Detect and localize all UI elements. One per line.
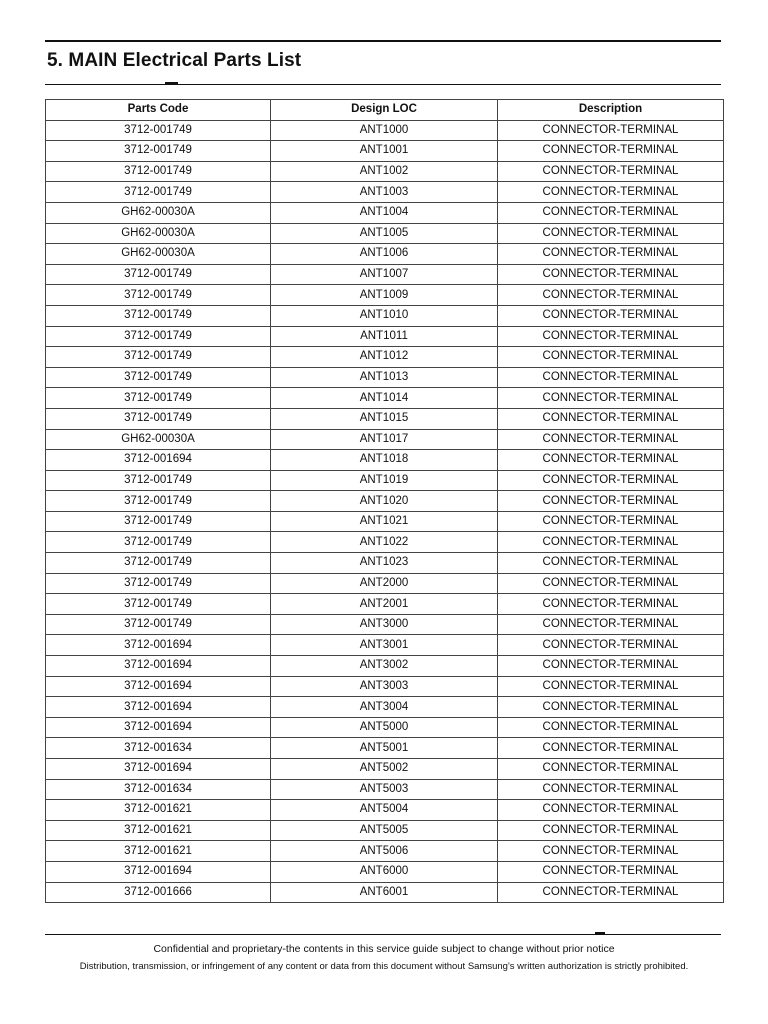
cell-design-loc: ANT1022	[271, 532, 498, 553]
table-row	[46, 614, 724, 635]
cell-description: CONNECTOR-TERMINAL	[498, 861, 724, 882]
table-row	[46, 800, 724, 821]
parts-table	[45, 99, 724, 903]
cell-design-loc: ANT2001	[271, 594, 498, 615]
cell-description: CONNECTOR-TERMINAL	[498, 470, 724, 491]
cell-design-loc: ANT1001	[271, 141, 498, 162]
title-rule-accent	[165, 82, 178, 85]
cell-design-loc: ANT1015	[271, 408, 498, 429]
cell-parts-code: 3712-001694	[46, 635, 271, 656]
table-row	[46, 470, 724, 491]
cell-description: CONNECTOR-TERMINAL	[498, 676, 724, 697]
cell-design-loc: ANT2000	[271, 573, 498, 594]
cell-design-loc: ANT1017	[271, 429, 498, 450]
cell-description: CONNECTOR-TERMINAL	[498, 491, 724, 512]
cell-parts-code: 3712-001749	[46, 594, 271, 615]
cell-parts-code: 3712-001694	[46, 759, 271, 780]
cell-description: CONNECTOR-TERMINAL	[498, 759, 724, 780]
footer-rule	[45, 934, 721, 935]
footer-confidential-notice: Confidential and proprietary-the contents in this service guide subject to change without prior notice	[153, 943, 615, 955]
cell-design-loc: ANT1009	[271, 285, 498, 306]
cell-description: CONNECTOR-TERMINAL	[498, 532, 724, 553]
table-row	[46, 367, 724, 388]
cell-parts-code: 3712-001749	[46, 326, 271, 347]
cell-parts-code: GH62-00030A	[46, 202, 271, 223]
cell-description: CONNECTOR-TERMINAL	[498, 553, 724, 574]
table-body	[46, 120, 724, 903]
cell-description: CONNECTOR-TERMINAL	[498, 223, 724, 244]
cell-parts-code: 3712-001749	[46, 511, 271, 532]
cell-design-loc: ANT1020	[271, 491, 498, 512]
cell-parts-code: 3712-001634	[46, 738, 271, 759]
cell-parts-code: 3712-001621	[46, 841, 271, 862]
table-row	[46, 738, 724, 759]
cell-description: CONNECTOR-TERMINAL	[498, 305, 724, 326]
cell-design-loc: ANT3002	[271, 656, 498, 677]
cell-description: CONNECTOR-TERMINAL	[498, 511, 724, 532]
cell-description: CONNECTOR-TERMINAL	[498, 841, 724, 862]
table-row	[46, 779, 724, 800]
cell-parts-code: 3712-001694	[46, 656, 271, 677]
table-row	[46, 182, 724, 203]
cell-description: CONNECTOR-TERMINAL	[498, 388, 724, 409]
cell-description: CONNECTOR-TERMINAL	[498, 326, 724, 347]
cell-parts-code: 3712-001621	[46, 800, 271, 821]
cell-design-loc: ANT1005	[271, 223, 498, 244]
cell-description: CONNECTOR-TERMINAL	[498, 141, 724, 162]
cell-description: CONNECTOR-TERMINAL	[498, 779, 724, 800]
cell-description: CONNECTOR-TERMINAL	[498, 717, 724, 738]
cell-design-loc: ANT1003	[271, 182, 498, 203]
table-row	[46, 717, 724, 738]
cell-design-loc: ANT5001	[271, 738, 498, 759]
title-rule	[45, 84, 721, 85]
table-row	[46, 861, 724, 882]
cell-design-loc: ANT3000	[271, 614, 498, 635]
table-row	[46, 491, 724, 512]
table-row	[46, 635, 724, 656]
cell-parts-code: 3712-001749	[46, 120, 271, 141]
table-row	[46, 841, 724, 862]
table-header-row	[46, 100, 724, 121]
cell-parts-code: 3712-001749	[46, 532, 271, 553]
table-row	[46, 553, 724, 574]
cell-parts-code: 3712-001749	[46, 182, 271, 203]
table-row	[46, 450, 724, 471]
cell-description: CONNECTOR-TERMINAL	[498, 120, 724, 141]
table-row	[46, 511, 724, 532]
cell-design-loc: ANT6001	[271, 882, 498, 903]
table-row	[46, 573, 724, 594]
cell-description: CONNECTOR-TERMINAL	[498, 161, 724, 182]
cell-description: CONNECTOR-TERMINAL	[498, 882, 724, 903]
cell-parts-code: 3712-001749	[46, 573, 271, 594]
cell-design-loc: ANT5006	[271, 841, 498, 862]
footer-distribution-notice: Distribution, transmission, or infringement of any content or data from this document without Samsung's written authorization is strictly prohibited.	[79, 961, 689, 972]
table-row	[46, 305, 724, 326]
cell-description: CONNECTOR-TERMINAL	[498, 450, 724, 471]
cell-design-loc: ANT1014	[271, 388, 498, 409]
table-row	[46, 326, 724, 347]
cell-parts-code: 3712-001749	[46, 388, 271, 409]
cell-parts-code: GH62-00030A	[46, 429, 271, 450]
cell-parts-code: 3712-001634	[46, 779, 271, 800]
page-title: 5. MAIN Electrical Parts List	[47, 50, 302, 71]
table-row	[46, 408, 724, 429]
cell-description: CONNECTOR-TERMINAL	[498, 656, 724, 677]
cell-description: CONNECTOR-TERMINAL	[498, 573, 724, 594]
cell-description: CONNECTOR-TERMINAL	[498, 738, 724, 759]
table-row	[46, 429, 724, 450]
table-row	[46, 697, 724, 718]
cell-design-loc: ANT1023	[271, 553, 498, 574]
cell-parts-code: 3712-001749	[46, 553, 271, 574]
header-parts-code: Parts Code	[46, 100, 271, 121]
cell-design-loc: ANT5005	[271, 820, 498, 841]
table-row	[46, 285, 724, 306]
cell-design-loc: ANT1011	[271, 326, 498, 347]
cell-description: CONNECTOR-TERMINAL	[498, 614, 724, 635]
cell-design-loc: ANT5002	[271, 759, 498, 780]
table-row	[46, 244, 724, 265]
cell-parts-code: 3712-001749	[46, 285, 271, 306]
cell-design-loc: ANT3001	[271, 635, 498, 656]
cell-parts-code: 3712-001749	[46, 347, 271, 368]
cell-parts-code: 3712-001694	[46, 861, 271, 882]
cell-design-loc: ANT1013	[271, 367, 498, 388]
header-description: Description	[498, 100, 724, 121]
cell-description: CONNECTOR-TERMINAL	[498, 594, 724, 615]
cell-parts-code: GH62-00030A	[46, 223, 271, 244]
cell-parts-code: 3712-001749	[46, 367, 271, 388]
cell-parts-code: 3712-001749	[46, 470, 271, 491]
cell-description: CONNECTOR-TERMINAL	[498, 285, 724, 306]
cell-design-loc: ANT1004	[271, 202, 498, 223]
cell-design-loc: ANT1002	[271, 161, 498, 182]
cell-design-loc: ANT1021	[271, 511, 498, 532]
cell-description: CONNECTOR-TERMINAL	[498, 244, 724, 265]
cell-parts-code: 3712-001666	[46, 882, 271, 903]
cell-parts-code: GH62-00030A	[46, 244, 271, 265]
cell-design-loc: ANT1000	[271, 120, 498, 141]
cell-description: CONNECTOR-TERMINAL	[498, 367, 724, 388]
cell-design-loc: ANT3003	[271, 676, 498, 697]
table-row	[46, 264, 724, 285]
cell-description: CONNECTOR-TERMINAL	[498, 635, 724, 656]
table-row	[46, 759, 724, 780]
cell-design-loc: ANT1007	[271, 264, 498, 285]
cell-design-loc: ANT5003	[271, 779, 498, 800]
cell-description: CONNECTOR-TERMINAL	[498, 697, 724, 718]
cell-design-loc: ANT1006	[271, 244, 498, 265]
cell-design-loc: ANT5000	[271, 717, 498, 738]
cell-description: CONNECTOR-TERMINAL	[498, 202, 724, 223]
cell-parts-code: 3712-001694	[46, 676, 271, 697]
cell-design-loc: ANT1010	[271, 305, 498, 326]
table-row	[46, 223, 724, 244]
cell-description: CONNECTOR-TERMINAL	[498, 182, 724, 203]
cell-description: CONNECTOR-TERMINAL	[498, 408, 724, 429]
table-row	[46, 656, 724, 677]
cell-design-loc: ANT5004	[271, 800, 498, 821]
footer-rule-accent	[595, 932, 605, 935]
cell-parts-code: 3712-001694	[46, 697, 271, 718]
cell-parts-code: 3712-001621	[46, 820, 271, 841]
cell-parts-code: 3712-001749	[46, 264, 271, 285]
cell-design-loc: ANT1018	[271, 450, 498, 471]
cell-design-loc: ANT1019	[271, 470, 498, 491]
cell-description: CONNECTOR-TERMINAL	[498, 264, 724, 285]
cell-description: CONNECTOR-TERMINAL	[498, 800, 724, 821]
cell-parts-code: 3712-001749	[46, 161, 271, 182]
table-row	[46, 202, 724, 223]
table-row	[46, 161, 724, 182]
table-row	[46, 676, 724, 697]
table-row	[46, 388, 724, 409]
cell-parts-code: 3712-001749	[46, 491, 271, 512]
header-design-loc: Design LOC	[271, 100, 498, 121]
top-rule	[45, 40, 721, 42]
cell-parts-code: 3712-001749	[46, 614, 271, 635]
table-row	[46, 820, 724, 841]
cell-design-loc: ANT3004	[271, 697, 498, 718]
cell-parts-code: 3712-001694	[46, 717, 271, 738]
cell-design-loc: ANT1012	[271, 347, 498, 368]
cell-description: CONNECTOR-TERMINAL	[498, 429, 724, 450]
table-row	[46, 347, 724, 368]
table-row	[46, 141, 724, 162]
cell-parts-code: 3712-001749	[46, 141, 271, 162]
cell-description: CONNECTOR-TERMINAL	[498, 347, 724, 368]
cell-parts-code: 3712-001749	[46, 408, 271, 429]
cell-parts-code: 3712-001749	[46, 305, 271, 326]
table-row	[46, 120, 724, 141]
cell-description: CONNECTOR-TERMINAL	[498, 820, 724, 841]
cell-parts-code: 3712-001694	[46, 450, 271, 471]
table-row	[46, 594, 724, 615]
table-row	[46, 532, 724, 553]
cell-design-loc: ANT6000	[271, 861, 498, 882]
table-row	[46, 882, 724, 903]
